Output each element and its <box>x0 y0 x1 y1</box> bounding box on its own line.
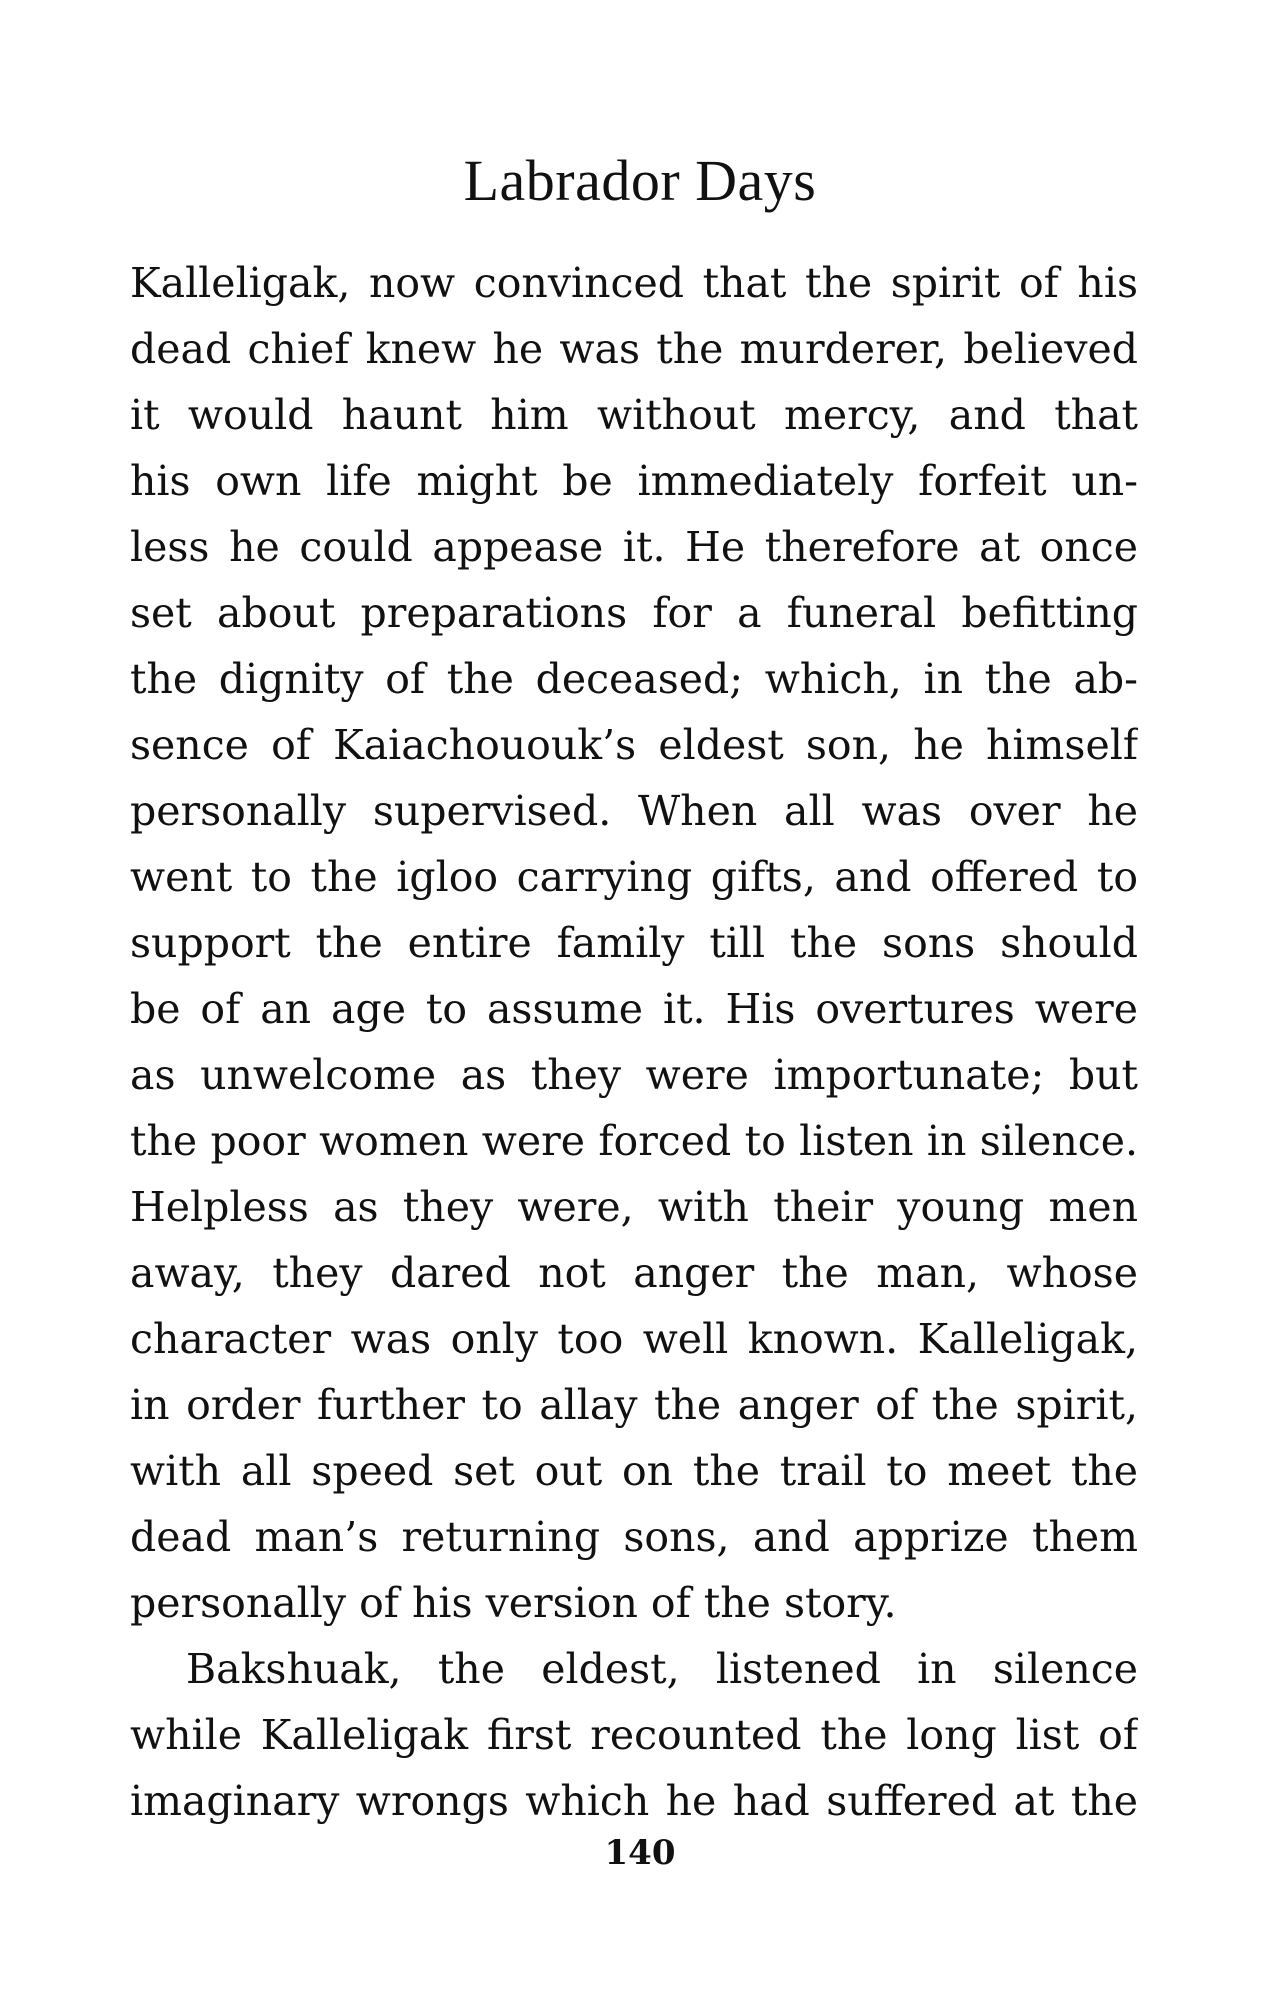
text-line: set about preparations for a funeral befitting <box>130 589 1138 637</box>
text-line: less he could appease it. He therefore at once <box>130 523 1138 571</box>
body-text <box>130 250 1138 1834</box>
text-line: be of an age to assume it. His overtures were <box>130 985 1138 1033</box>
text-line: away, they dared not anger the man, whose <box>130 1249 1138 1297</box>
text-line: it would haunt him without mercy, and that <box>130 391 1138 439</box>
text-line: support the entire family till the sons should <box>130 919 1138 967</box>
text-line: the poor women were forced to listen in silence. <box>130 1117 1138 1165</box>
running-head-title: Labrador Days <box>463 148 817 213</box>
text-line: character was only too well known. Kalleligak, <box>130 1315 1138 1363</box>
text-line: his own life might be immediately forfeit un- <box>130 457 1138 505</box>
text-line: with all speed set out on the trail to meet the <box>130 1447 1138 1495</box>
text-line: in order further to allay the anger of the spirit, <box>130 1381 1138 1429</box>
text-line: imaginary wrongs which he had suffered at the <box>130 1777 1138 1825</box>
text-line: sence of Kaiachououk’s eldest son, he himself <box>130 721 1138 769</box>
text-line: dead man’s returning sons, and apprize them <box>130 1513 1138 1561</box>
text-line: as unwelcome as they were importunate; but <box>130 1051 1138 1099</box>
text-line: went to the igloo carrying gifts, and offered to <box>130 853 1138 901</box>
text-line: while Kalleligak first recounted the long list of <box>130 1711 1138 1759</box>
paragraph-end-line: personally of his version of the story. <box>130 1579 897 1627</box>
text-line: personally supervised. When all was over he <box>130 787 1138 835</box>
paragraph-start-line: Bakshuak, the eldest, listened in silence <box>186 1645 1138 1693</box>
text-line: the dignity of the deceased; which, in the ab- <box>130 655 1138 703</box>
text-line: Helpless as they were, with their young men <box>130 1183 1138 1231</box>
text-line: Kalleligak, now convinced that the spirit of his <box>130 259 1138 307</box>
page-number: 140 <box>604 1833 676 1873</box>
text-line: dead chief knew he was the murderer, believed <box>130 325 1138 373</box>
